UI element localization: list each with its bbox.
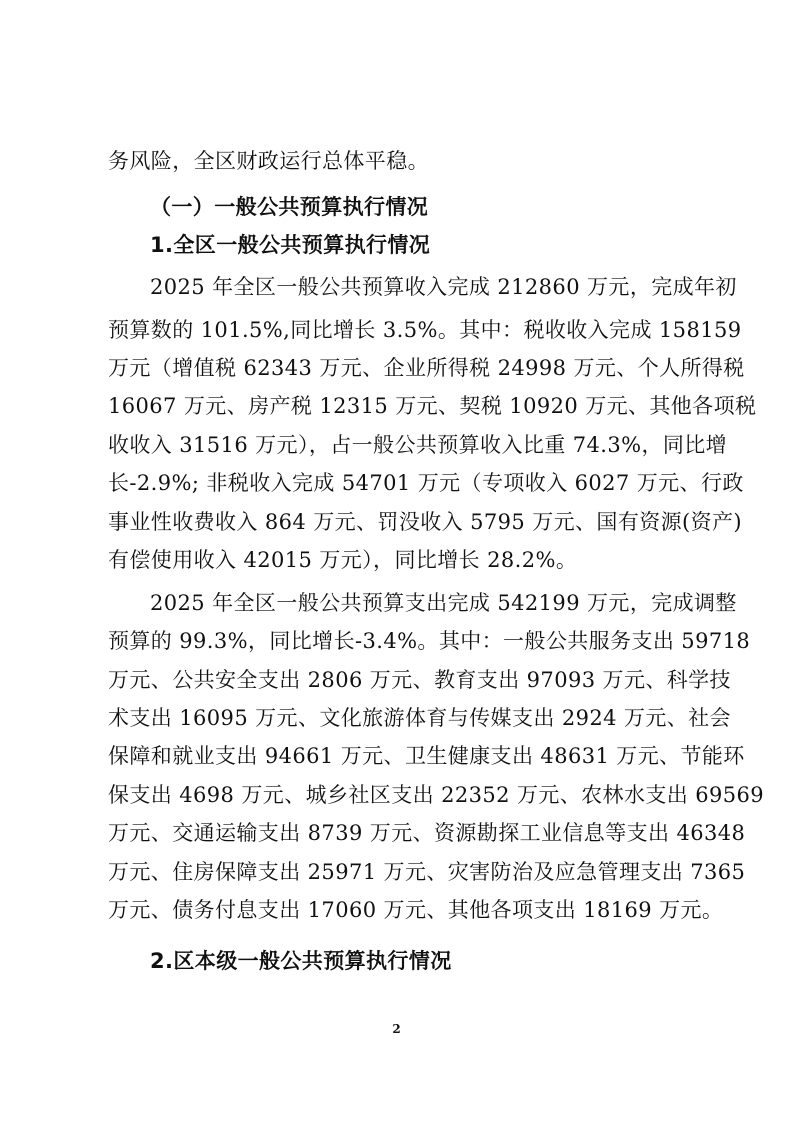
text-line: 万元、交通运输支出 8739 万元、资源勘探工业信息等支出 46348	[108, 821, 746, 845]
section-heading: （一）一般公共预算执行情况	[150, 195, 429, 219]
text-line: 保支出 4698 万元、城乡社区支出 22352 万元、农林水支出 69569	[108, 783, 765, 807]
text-line: 收收入 31516 万元），占一般公共预算收入比重 74.3%，同比增	[108, 433, 728, 457]
text-line: 预算的 99.3%，同比增长-3.4%。其中：一般公共服务支出 59718	[108, 629, 751, 653]
text-line: 2025 年全区一般公共预算收入完成 212860 万元，完成年初	[150, 275, 737, 299]
text-line: 万元、住房保障支出 25971 万元、灾害防治及应急管理支出 7365	[108, 860, 746, 884]
text-line: 16067 万元、房产税 12315 万元、契税 10920 万元、其他各项税	[108, 394, 757, 418]
text-line: 万元、债务付息支出 17060 万元、其他各项支出 18169 万元。	[108, 898, 724, 922]
text-line: 万元（增值税 62343 万元、企业所得税 24998 万元、个人所得税	[108, 356, 745, 380]
text-line: 长-2.9%; 非税收入完成 54701 万元（专项收入 6027 万元、行政	[108, 471, 744, 495]
text-line: 万元、公共安全支出 2806 万元、教育支出 97093 万元、科学技	[108, 668, 731, 692]
text-line: 务风险，全区财政运行总体平稳。	[108, 149, 429, 173]
subsection-heading: 2.区本级一般公共预算执行情况	[150, 949, 452, 973]
text-line: 事业性收费收入 864 万元、罚没收入 5795 万元、国有资源(资产)	[108, 510, 743, 534]
text-line: 有偿使用收入 42015 万元），同比增长 28.2%。	[108, 548, 578, 572]
page-number: 2	[392, 1022, 401, 1036]
text-line: 预算数的 101.5%,同比增长 3.5%。其中：税收收入完成 158159	[108, 318, 742, 342]
text-line: 术支出 16095 万元、文化旅游体育与传媒支出 2924 万元、社会	[108, 706, 731, 730]
text-line: 2025 年全区一般公共预算支出完成 542199 万元，完成调整	[150, 591, 737, 615]
subsection-heading: 1.全区一般公共预算执行情况	[150, 233, 431, 257]
text-line: 保障和就业支出 94661 万元、卫生健康支出 48631 万元、节能环	[108, 744, 745, 768]
